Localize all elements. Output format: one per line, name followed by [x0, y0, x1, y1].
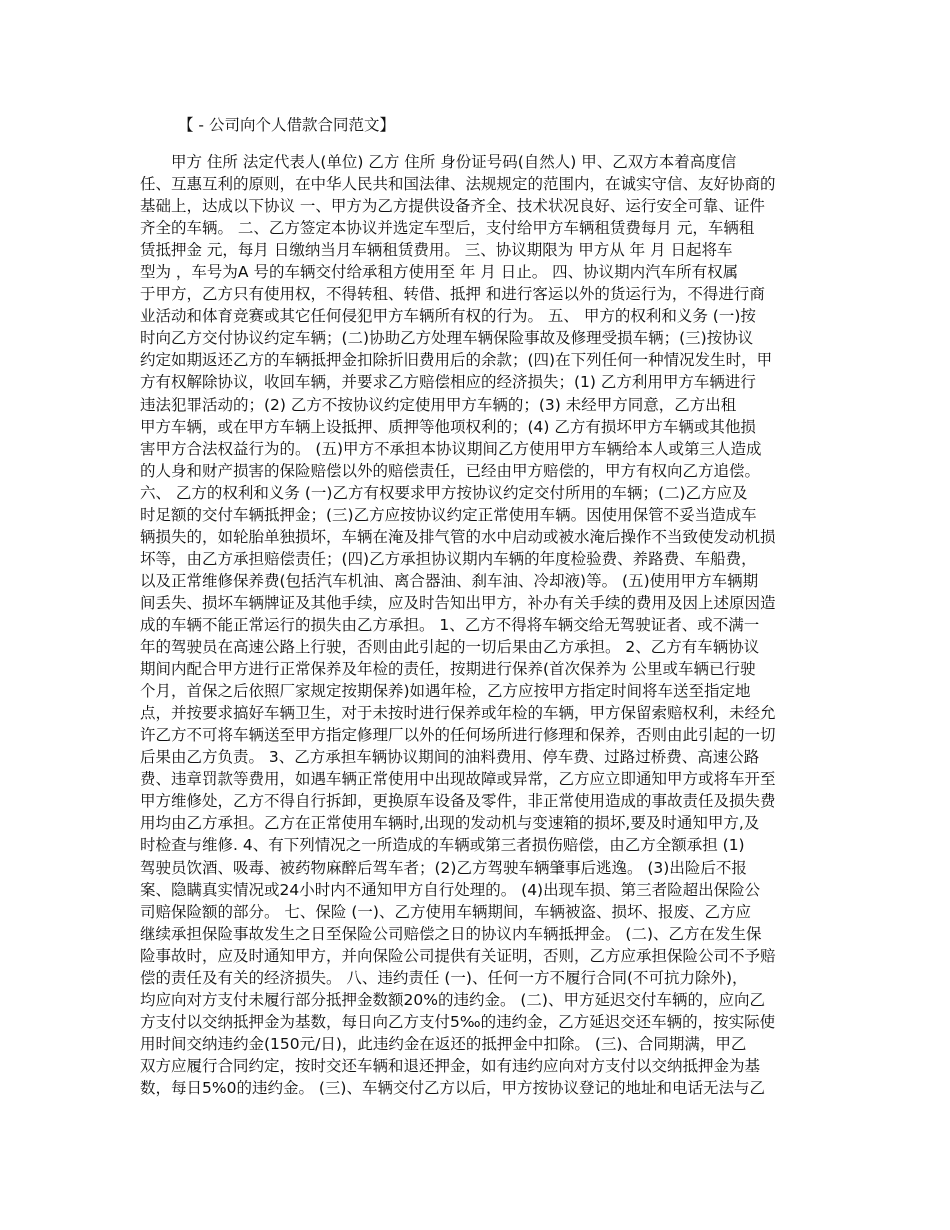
body-line: 方有权解除协议，收回车辆，并要求乙方赔偿相应的经济损失；(1) 乙方利用甲方车辆进行 [140, 373, 756, 392]
body-line: 成的车辆不能正常运行的损失由乙方承担。 1、乙方不得将车辆交给无驾驶证者、或不满一 [140, 615, 760, 634]
body-line: 均应向对方支付未履行部分抵押金数额20%的违约金。 (二)、甲方延迟交付车辆的，应向乙 [140, 990, 765, 1009]
body-line: 时向乙方交付协议约定车辆；(二)协助乙方处理车辆保险事故及修理受损车辆；(三)按协议 [140, 329, 754, 348]
body-line: 的人身和财产损害的保险赔偿以外的赔偿责任，已经由甲方赔偿的，甲方有权向乙方追偿。 [140, 461, 761, 480]
body-line: 费、违章罚款等费用，如遇车辆正常使用中出现故障或异常，乙方应立即通知甲方或将车开至 [140, 770, 776, 789]
body-line: 甲方维修处，乙方不得自行拆卸，更换原车设备及零件，非正常使用造成的事故责任及损失费 [140, 792, 776, 811]
body-line: 数，每日5%0的违约金。 (三)、车辆交付乙方以后，甲方按协议登记的地址和电话无法与乙 [140, 1078, 765, 1097]
body-line: 继续承担保险事故发生之日至保险公司赔偿之日的协议内车辆抵押金。 (二)、乙方在发生保 [140, 924, 762, 943]
body-line: 年的驾驶员在高速公路上行驶，否则由此引起的一切后果由乙方承担。 2、乙方有车辆协议 [140, 638, 760, 657]
body-line: 间丢失、损坏车辆牌证及其他手续，应及时告知出甲方，补办有关手续的费用及因上述原因造 [140, 593, 776, 612]
body-line: 任、互惠互利的原则，在中华人民共和国法律、法规规定的范围内，在诚实守信、友好协商的 [140, 175, 776, 194]
body-line: 业活动和体育竞赛或其它任何侵犯甲方车辆所有权的行为。 五、 甲方的权利和义务 (一)按 [140, 307, 756, 326]
body-line: 齐全的车辆。 二、乙方签定本协议并选定车型后，支付给甲方车辆租赁费每月 元，车辆租 [140, 219, 755, 238]
document-title: 【 - 公司向个人借款合同范文】 [178, 116, 395, 134]
body-line: 甲方 住所 法定代表人(单位) 乙方 住所 身份证号码(自然人) 甲、乙双方本着高度信 [140, 153, 737, 171]
body-line: 于甲方，乙方只有使用权，不得转租、转借、抵押 和进行客运以外的货运行为，不得进行商 [140, 285, 765, 304]
body-line: 型为 ，车号为A 号的车辆交付给承租方使用至 年 月 日止。 四、协议期内汽车所有权属 [140, 263, 739, 282]
body-line: 坏等，由乙方承担赔偿责任；(四)乙方承担协议期内车辆的年度检验费、养路费、车船费， [140, 549, 757, 568]
body-line: 用均由乙方承担。乙方在正常使用车辆时,出现的发动机与变速箱的损坏,要及时通知甲方,及 [140, 814, 760, 833]
body-line: 后果由乙方负责。 3、乙方承担车辆协议期间的油料费用、停车费、过路过桥费、高速公路 [140, 748, 760, 767]
body-line: 驾驶员饮酒、吸毒、被药物麻醉后驾车者；(2)乙方驾驶车辆肇事后逃逸。 (3)出险后不报 [140, 858, 747, 877]
body-line: 甲方车辆，或在甲方车辆上设抵押、质押等他项权利的；(4) 乙方有损坏甲方车辆或其他损 [140, 417, 756, 436]
body-line: 时足额的交付车辆抵押金；(三)乙方应按协议约定正常使用车辆。因使用保管不妥当造成车 [140, 505, 757, 524]
body-line: 时检查与维修. 4、有下列情况之一所造成的车辆或第三者损伤赔偿，由乙方全额承担 (1) [140, 836, 745, 855]
body-line: 以及正常维修保养费(包括汽车机油、离合器油、刹车油、冷却液)等。 (五)使用甲方车辆期 [140, 571, 759, 590]
body-line: 司赔保险额的部分。 七、保险 (一)、乙方使用车辆期间，车辆被盗、损坏、报废、乙方应 [140, 902, 751, 921]
body-line: 个月，首保之后依照厂家规定按期保养)如遇年检，乙方应按甲方指定时间将车送至指定地 [140, 682, 751, 701]
body-line: 期间内配合甲方进行正常保养及年检的责任，按期进行保养(首次保养为 公里或车辆已行驶 [140, 660, 756, 679]
body-line: 违法犯罪活动的；(2) 乙方不按协议约定使用甲方车辆的；(3) 未经甲方同意，乙方出租 [140, 395, 737, 414]
body-line: 约定如期返还乙方的车辆抵押金扣除折旧费用后的余款；(四)在下列任何一种情况发生时，甲 [140, 351, 773, 370]
body-line: 害甲方合法权益行为的。 (五)甲方不承担本协议期间乙方使用甲方车辆给本人或第三人造成 [140, 439, 762, 458]
body-line: 点，并按要求搞好车辆卫生，对于未按时进行保养或年检的车辆，甲方保留索赔权利，未经允 [140, 704, 776, 723]
body-line: 案、隐瞒真实情况或24小时内不通知甲方自行处理的。 (4)出现车损、第三者险超出保险公 [140, 880, 761, 899]
body-line: 用时间交纳违约金(150元/日)，此违约金在返还的抵押金中扣除。 (三)、合同期满，甲乙 [140, 1034, 747, 1053]
body-line: 险事故时，应及时通知甲方，并向保险公司提供有关证明，否则，乙方应承担保险公司不予赔 [140, 946, 776, 965]
body-line: 双方应履行合同约定，按时交还车辆和退还押金，如有违约应向对方支付以交纳抵押金为基 [140, 1056, 761, 1075]
body-line: 赁抵押金 元，每月 日缴纳当月车辆租赁费用。 三、协议期限为 甲方从 年 月 日起将车 [140, 241, 733, 260]
document-body [140, 151, 812, 1099]
body-line: 偿的责任及有关的经济损失。 八、违约责任 (一)、任何一方不履行合同(不可抗力除外)， [140, 968, 748, 987]
body-line: 六、 乙方的权利和义务 (一)乙方有权要求甲方按协议约定交付所用的车辆；(二)乙方应及 [140, 483, 748, 502]
body-line: 基础上，达成以下协议 一、甲方为乙方提供设备齐全、技术状况良好、运行安全可靠、证件 [140, 197, 765, 216]
body-line: 方支付以交纳抵押金为基数，每日向乙方支付5‰的违约金，乙方延迟交还车辆的，按实际使 [140, 1012, 776, 1031]
body-line: 辆损失的，如轮胎单独损坏，车辆在淹及排气管的水中启动或被水淹后操作不当致使发动机损 [140, 527, 776, 546]
body-line: 许乙方不可将车辆送至甲方指定修理厂以外的任何场所进行修理和保养，否则由此引起的一切 [140, 726, 776, 745]
